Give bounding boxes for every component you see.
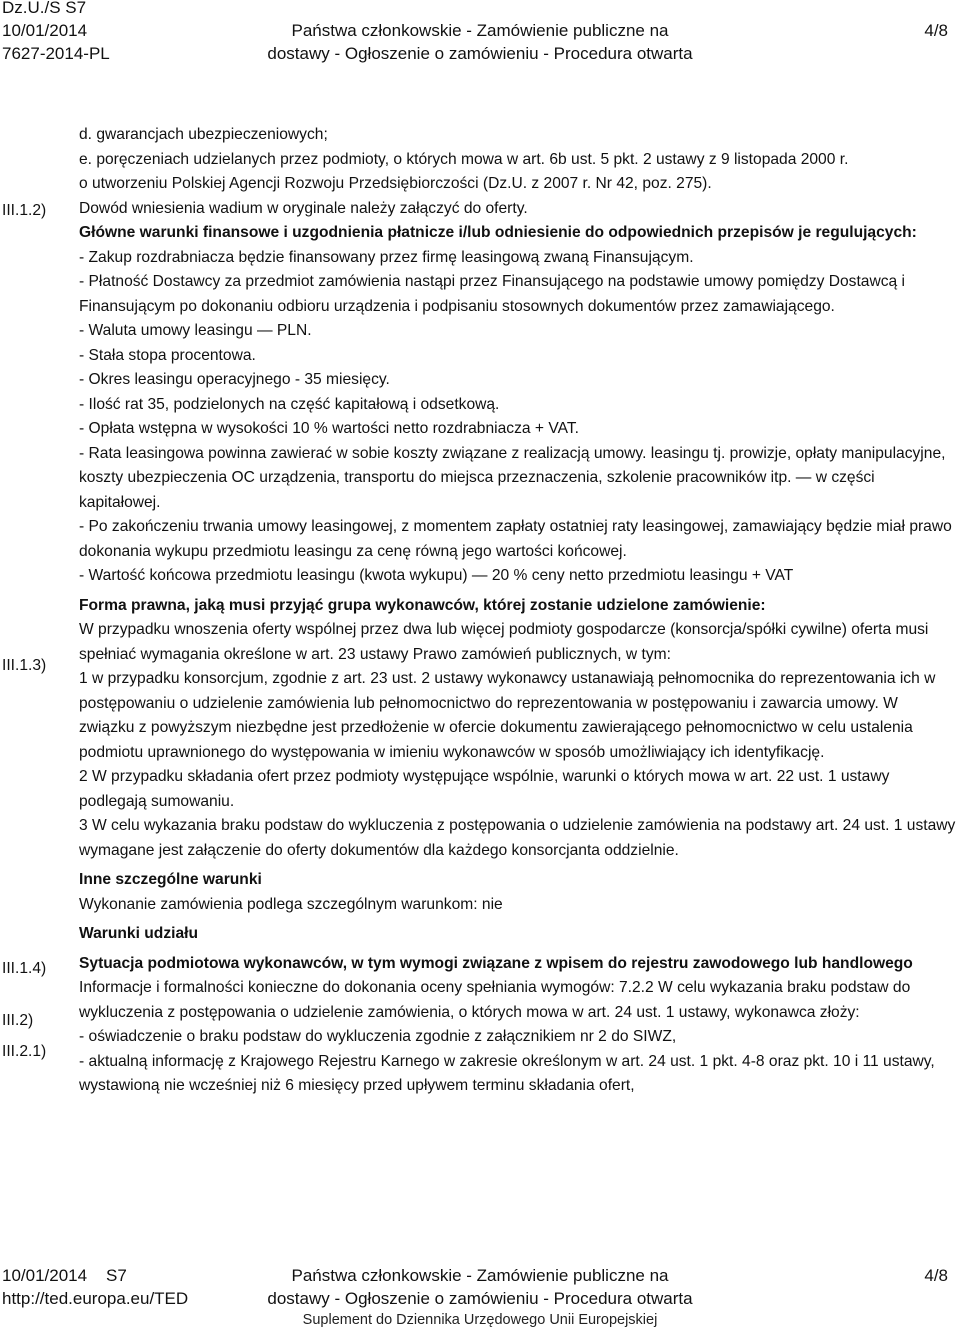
section-heading: Główne warunki finansowe i uzgodnienia płatnicze i/lub odniesienie do odpowiednich przepisów je regulujących: [79,224,917,241]
section-line: Informacje i formalności konieczne do dokonania oceny spełniania wymogów: 7.2.2 W celu wykazania braku podstaw do wykluczenia z postępowania o udzielenie zamówienia, o których mowa w art. 24 ust. 1 ustawy, wykonawca złoży: [79,979,911,1021]
section-line: - Po zakończeniu trwania umowy leasingowej, z momentem zapłaty ostatniej raty leasingowej, zamawiający będzie miał prawo dokonania wykupu przedmiotu leasingu za cenę równą jego wartości końcowej. [79,518,952,560]
intro-line: o utworzeniu Polskiej Agencji Rozwoju Przedsiębiorczości (Dz.U. z 2007 r. Nr 42, poz. 275). [79,175,712,192]
section-line: 3 W celu wykazania braku podstaw do wykluczenia z postępowania o udzielenie zamówienia na podstawy art. 24 ust. 1 ustawy wymagane jest załączenie do oferty dokumentów dla każdego konsorcjanta oddzielnie. [79,817,956,859]
footer-title-line1: Państwa członkowskie - Zamówienie publiczne na [291,1266,669,1285]
section-financial-terms [79,221,957,589]
footer-title-line2: dostawy - Ogłoszenie o zamówieniu - Procedura otwarta [267,1289,693,1308]
footer-reference [2,1264,188,1310]
document-body [79,123,957,1099]
section-line: - Płatność Dostawcy za przedmiot zamówienia nastąpi przez Finansującego na podstawie umowy pomiędzy Dostawcą i Finansującym po dokonaniu odbioru urządzenia i podpisaniu stosownych dokumentów przez zamawiającego. [79,273,905,315]
section-line: - Wartość końcowa przedmiotu leasingu (kwota wykupu) — 20 % ceny netto przedmiotu leasingu + VAT [79,567,794,584]
intro-line: d. gwarancjach ubezpieczeniowych; [79,126,328,143]
section-label: III.1.3) [2,657,47,674]
footer-date-code: 10/01/2014 S7 [2,1266,127,1285]
section-heading: Warunki udziału [79,925,198,942]
footer-url[interactable]: http://ted.europa.eu/TED [2,1289,189,1308]
section-personal-situation [79,952,957,1099]
section-line: W przypadku wnoszenia oferty wspólnej przez dwa lub więcej podmioty gospodarcze (konsorcja/spółki cywilne) oferta musi spełniać wymagania określone w art. 23 ustawy Prawo zamówień publicznych, w tym: [79,621,929,663]
header-title-line2: dostawy - Ogłoszenie o zamówieniu - Procedura otwarta [267,44,693,63]
section-line: - Zakup rozdrabniacza będzie finansowany przez firmę leasingową zwaną Finansującym. [79,248,694,266]
section-line: - oświadczenie o braku podstaw do wykluczenia zgodnie z załącznikiem nr 2 do SIWZ, [79,1028,677,1045]
section-heading: Sytuacja podmiotowa wykonawców, w tym wymogi związane z wpisem do rejestru zawodowego lub handlowego [79,954,913,972]
section-line: - Rata leasingowa powinna zawierać w sobie koszty związane z realizacją umowy. leasingu tj. prowizje, opłaty manipulacyjne, koszty ubezpieczenia OC urządzenia, transportu do miejsca przeznaczenia, szkolenie pracowników itp. — w części kapitałowej. [79,444,946,511]
intro-line: e. poręczeniach udzielanych przez podmioty, o których mowa w art. 6b ust. 5 pkt. 2 ustawy z 9 listopada 2000 r. [79,150,849,168]
header-page-number: 4/8 [924,21,948,40]
section-line: - Waluta umowy leasingu — PLN. [79,322,312,339]
section-line: - Stała stopa procentowa. [79,346,256,364]
section-legal-form [79,594,957,864]
section-line: 1 w przypadku konsorcjum, zgodnie z art. 23 ust. 2 ustawy wykonawcy ustanawiają pełnomocnika do reprezentowania ich w postępowaniu o udzielenie zamówienia lub pełnomocnictwo do reprezentowania w postępowaniu i zawarcia umowy. W związku z powyższym niezbędne jest przedłożenie w ofercie dokumentu zawierającego pełnomocnictwo w celu ustalenia podmiotu uprawnionego do występowania w imieniu wykonawców w sposób umożliwiający ich identyfikację. [79,670,936,761]
section-label: III.1.2) [2,202,47,219]
section-label: III.2) [2,1012,34,1029]
footer-supplement: Suplement do Dziennika Urzędowego Unii Europejskiej [302,1312,658,1328]
header-ref-line3: 7627-2014-PL [2,44,110,63]
section-label: III.2.1) [2,1043,47,1060]
section-heading: Forma prawna, jaką musi przyjąć grupa wykonawców, której zostanie udzielone zamówienie: [79,596,766,614]
section-line: 2 W przypadku składania ofert przez podmioty występujące wspólnie, warunki o których mowa w art. 22 ust. 1 ustawy podlegają sumowaniu. [79,768,890,810]
section-line: - Opłata wstępna w wysokości 10 % wartości netto rozdrabniacza + VAT. [79,420,579,437]
section-other-conditions [79,868,957,917]
header-title [180,19,780,65]
footer-page-number: 4/8 [924,1266,948,1285]
footer-title [180,1264,780,1330]
section-line: Wykonanie zamówienia podlega szczególnym warunkom: nie [79,895,503,913]
section-line: - Okres leasingu operacyjnego - 35 miesięcy. [79,371,390,388]
intro-line: Dowód wniesienia wadium w oryginale należy załączyć do oferty. [79,199,528,217]
header-title-line1: Państwa członkowskie - Zamówienie publiczne na [291,21,669,40]
section-participation [79,922,957,947]
section-heading: Inne szczególne warunki [79,871,262,888]
header-reference [2,0,110,65]
section-line: - aktualną informację z Krajowego Rejestru Karnego w zakresie określonym w art. 24 ust. 1 pkt. 4-8 oraz pkt. 10 i 11 ustawy, wystawioną nie wcześniej niż 6 miesięcy przed upływem terminu składania ofert, [79,1052,935,1094]
header-ref-line2: 10/01/2014 [2,21,88,40]
section-line: - Ilość rat 35, podzielonych na część kapitałową i odsetkową. [79,395,500,413]
header-ref-line1: Dz.U./S S7 [2,0,87,17]
section-label: III.1.4) [2,960,47,977]
